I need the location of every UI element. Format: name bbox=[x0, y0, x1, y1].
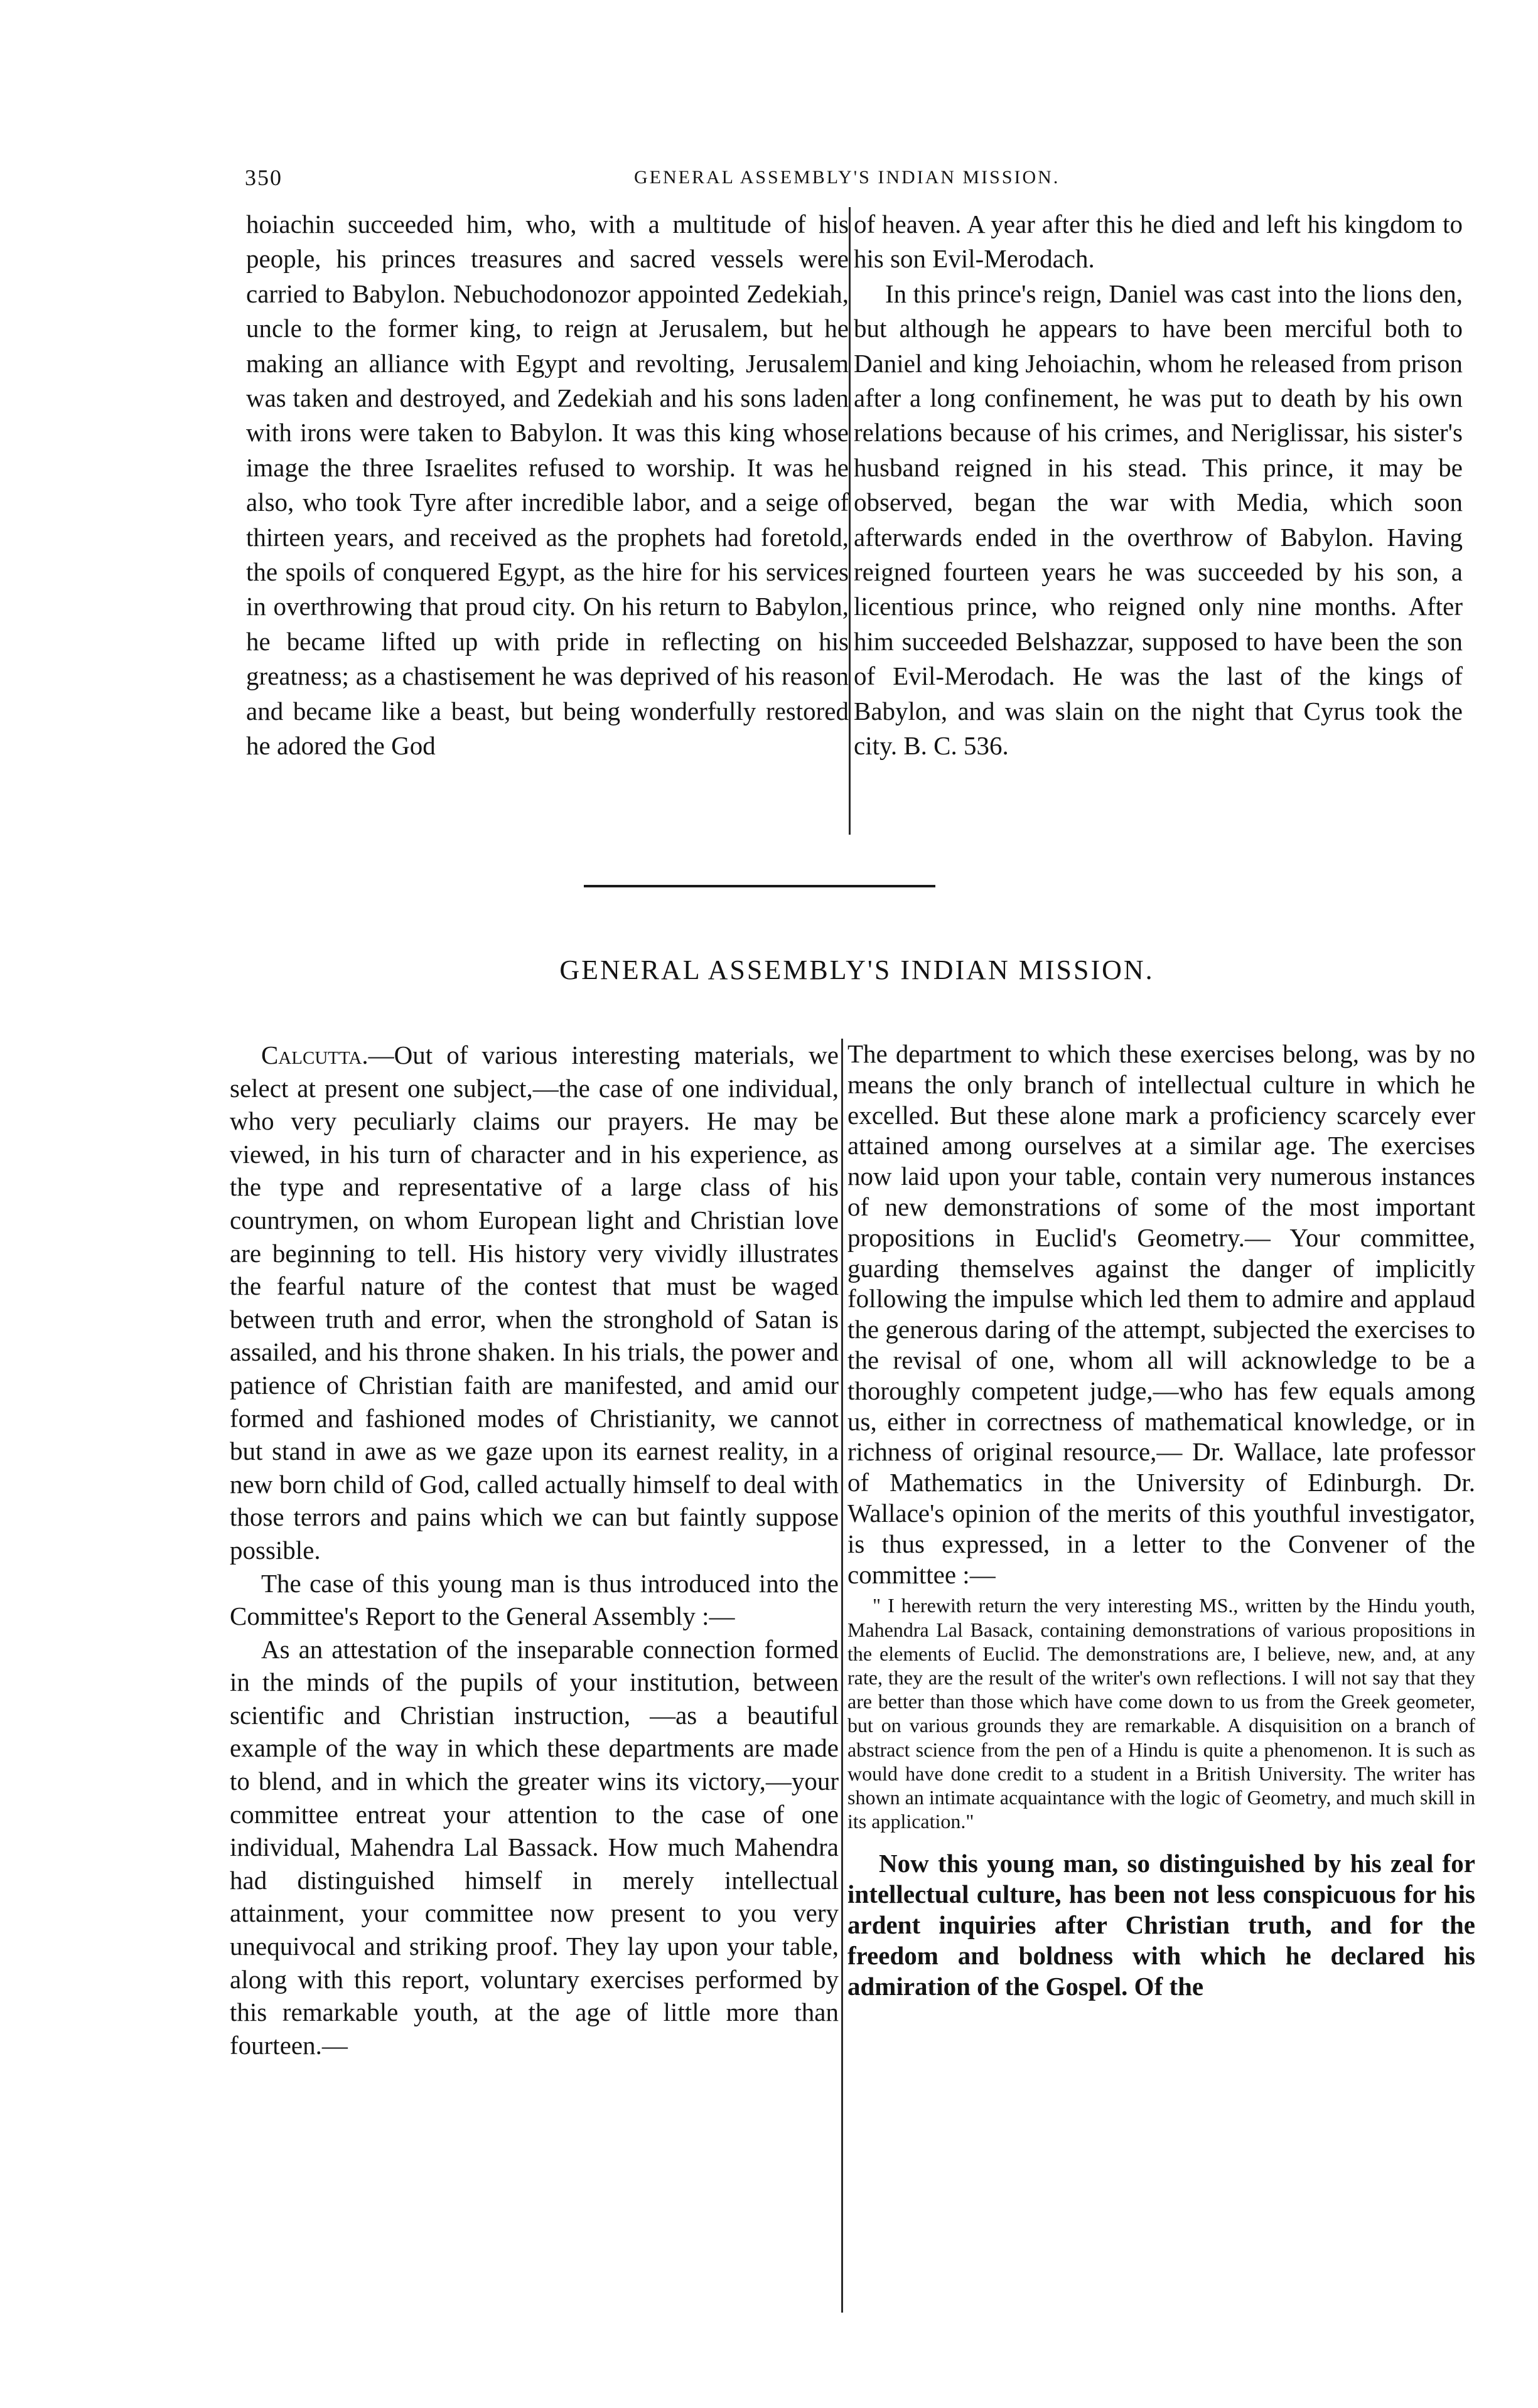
top-right-column bbox=[854, 207, 1463, 866]
place-name: Calcutta. bbox=[261, 1041, 368, 1069]
column-divider-bottom bbox=[841, 1039, 843, 2313]
top-left-column bbox=[246, 207, 849, 866]
right-paragraph-1: The department to which these exercises belong, was by no means the only branch of intellectual culture in which he excelled. But these alone mark a proficiency scarcely ever attained among ourselves at a similar age. The exercises now laid upon your table, contain very numerous instances of new demonstrations of some of the most important propositions in Euclid's Geometry.— Your committee, guarding themselves against the danger of implicitly following the impulse which led them to admire and applaud the generous daring of the attempt, subjected the exercises to the revisal of one, whom all will acknowledge to be a thoroughly competent judge,—who has few equals among us, either in correctness of mathematical knowledge, or in richness of original resource,— Dr. Wallace, late professor of Mathematics in the University of Edinburgh. Dr. Wallace's opinion of the merits of this youthful investigator, is thus expressed, in a letter to the Convener of the committee :— bbox=[847, 1039, 1475, 1589]
column-divider-top bbox=[849, 207, 851, 835]
top-right-paragraph-2: In this prince's reign, Daniel was cast into the lions den, but although he appears to have been merciful both to Daniel and king Jehoiachin, whom he released from prison after a long confinement, he was put to death by his own relations because of his crimes, and Neriglissar, his sister's husband reigned in his stead. This prince, it may be observed, began the war with Media, which soon afterwards ended in the overthrow of Babylon. Having reigned fourteen years he was succeeded by his son, a licentious prince, who reigned only nine months. After him succeeded Belshazzar, supposed to have been the son of Evil-Merodach. He was the last of the kings of Babylon, and was slain on the night that Cyrus took the city. B. C. 536. bbox=[854, 279, 1463, 761]
running-title: GENERAL ASSEMBLY'S INDIAN MISSION. bbox=[634, 167, 1060, 188]
right-paragraph-2: Now this young man, so distinguished by his zeal for intellectual culture, has been not less conspicuous for his ardent inquiries after Christian truth, and for the freedom and boldness with which he declared his admiration of the Gospel. Of the bbox=[847, 1849, 1475, 2001]
section-divider-rule bbox=[584, 885, 935, 887]
left-paragraph-2: The case of this young man is thus introduced into the Committee's Report to the General Assembly :— bbox=[230, 1568, 839, 1631]
left-paragraph-3: As an attestation of the inseparable connection formed in the minds of the pupils of your institution, between scientific and Christian instruction, —as a beautiful example of the way in which these departments are made to blend, and in which the greater wins its victory,—your committee entreat your attention to the case of one individual, Mahendra Lal Bassack. How much Mahendra had distinguished himself in merely intellectual attainment, your committee now present to you very unequivocal and striking proof. They lay upon your table, along with this report, voluntary exercises performed by this remarkable youth, at the age of little more than fourteen.— bbox=[230, 1634, 839, 2060]
bottom-left-column bbox=[230, 1039, 839, 2313]
block-quote: " I herewith return the very interesting MS., written by the Hindu youth, Mahendra Lal Basack, containing demonstrations of various propositions in the elements of Euclid. The demonstrations are, I believe, new, and, at any rate, they are the result of the writer's own reflections. I will not say that they are better than those which have come down to us from the Greek geometer, but on various grounds they are remarkable. A disquisition on a branch of abstract science from the pen of a Hindu is quite a phenomenon. It is such as would have done credit to a student in a British University. The writer has shown an intimate acquaintance with the logic of Geometry, and much skill in its application." bbox=[847, 1594, 1475, 1833]
left-paragraph-1-text: —Out of various interesting materials, we select at present one subject,—the case of one individual, who very peculiarly claims our prayers. He may be viewed, in his turn of character and in his experience, as the type and representative of a large class of his countrymen, on whom European light and Christian love are beginning to tell. His history very vividly illustrates the fearful nature of the contest that must be waged between truth and error, when the stronghold of Satan is assailed, and his throne shaken. In his trials, the power and patience of Christian faith are manifested, and amid our formed and fashioned modes of Christianity, we cannot but stand in awe as we gaze upon its earnest reality, in a new born child of God, called actually himself to deal with those terrors and pains which we can but faintly suppose possible. bbox=[230, 1041, 839, 1565]
section-title: GENERAL ASSEMBLY'S INDIAN MISSION. bbox=[559, 955, 1154, 985]
top-right-paragraph-1: of heaven. A year after this he died and left his kingdom to his son Evil-Merodach. bbox=[854, 210, 1463, 274]
page-number: 350 bbox=[245, 165, 282, 190]
left-paragraph-1 bbox=[230, 1039, 839, 1567]
running-head bbox=[245, 164, 1469, 202]
bottom-right-column bbox=[847, 1039, 1475, 2313]
top-left-paragraph: hoiachin succeeded him, who, with a multitude of his people, his princes treasures and sacred vessels were carried to Babylon. Nebuchodonozor appointed Zedekiah, uncle to the former king, to reign at Jerusalem, but he making an alliance with Egypt and revolting, Jerusalem was taken and destroyed, and Zedekiah and his sons laden with irons were taken to Babylon. It was this king whose image the three Israelites refused to worship. It was he also, who took Tyre after incredible labor, and a seige of thirteen years, and received as the prophets had foretold, the spoils of conquered Egypt, as the hire for his services in overthrowing that proud city. On his return to Babylon, he became lifted up with pride in reflecting on his greatness; as a chastisement he was deprived of his reason and became like a beast, but being wonderfully restored he adored the God bbox=[246, 210, 849, 761]
